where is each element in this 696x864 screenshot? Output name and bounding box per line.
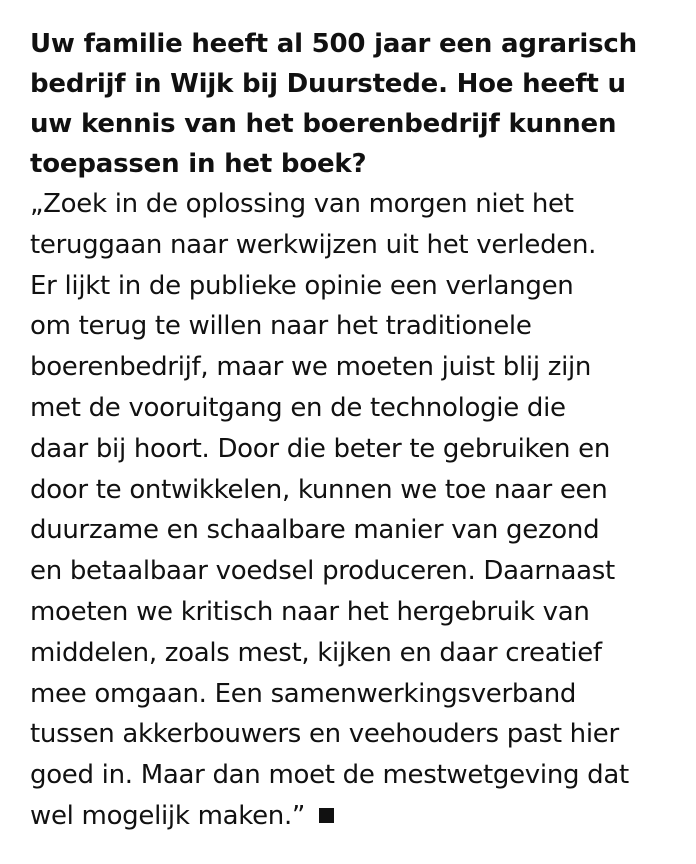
answer-line: om terug te willen naar het traditionele bbox=[30, 311, 532, 342]
answer-line: door te ontwikkelen, kunnen we toe naar een bbox=[30, 474, 608, 505]
question-line: Uw familie heeft al 500 jaar een agrarisch bbox=[30, 29, 637, 59]
answer-line: goed in. Maar dan moet de mestwetgeving dat bbox=[30, 760, 629, 791]
interview-question bbox=[30, 24, 680, 184]
answer-line: „Zoek in de oplossing van morgen niet het bbox=[30, 189, 574, 219]
answer-line: duurzame en schaalbare manier van gezond bbox=[30, 515, 600, 546]
question-line: uw kennis van het boerenbedrijf kunnen bbox=[30, 109, 617, 139]
answer-line: mee omgaan. Een samenwerkingsverband bbox=[30, 678, 577, 709]
answer-line: boerenbedrijf, maar we moeten juist blij zijn bbox=[30, 352, 592, 383]
answer-line: teruggaan naar werkwijzen uit het verleden. bbox=[30, 229, 597, 260]
answer-line: daar bij hoort. Door die beter te gebruiken en bbox=[30, 433, 611, 464]
answer-line: met de vooruitgang en de technologie die bbox=[30, 392, 566, 423]
interview-answer bbox=[30, 184, 680, 837]
answer-line: en betaalbaar voedsel produceren. Daarnaast bbox=[30, 556, 615, 587]
answer-line: moeten we kritisch naar het hergebruik van bbox=[30, 596, 590, 627]
question-line: toepassen in het boek? bbox=[30, 149, 367, 179]
end-mark-icon bbox=[319, 808, 334, 823]
question-line: bedrijf in Wijk bij Duurstede. Hoe heeft u bbox=[30, 69, 626, 99]
answer-last-line bbox=[30, 796, 680, 837]
interview-excerpt bbox=[30, 24, 680, 837]
answer-line-text: wel mogelijk maken.” bbox=[30, 800, 306, 831]
answer-line: middelen, zoals mest, kijken en daar creatief bbox=[30, 637, 602, 668]
answer-line: Er lijkt in de publieke opinie een verlangen bbox=[30, 270, 574, 301]
answer-line: tussen akkerbouwers en veehouders past hier bbox=[30, 719, 619, 750]
